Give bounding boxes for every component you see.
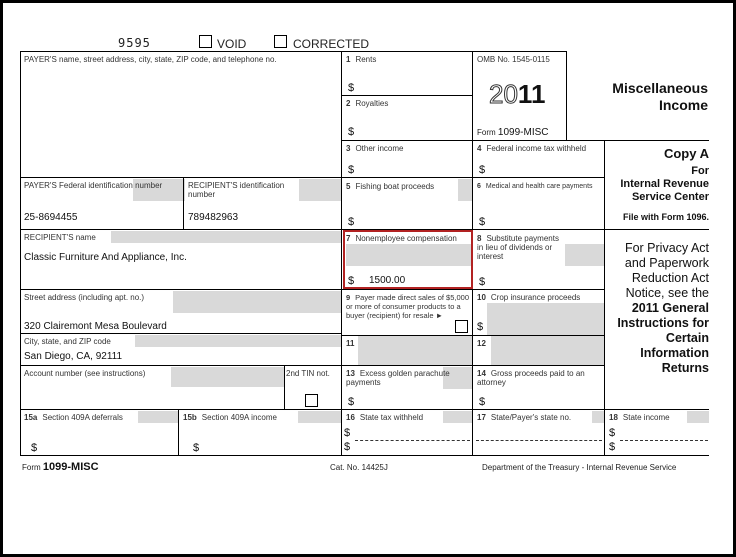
form-title-line2: Income — [658, 97, 708, 113]
b14-label: 14 Gross proceeds paid to an attorney — [477, 369, 585, 387]
b2-dollar: $ — [348, 126, 355, 138]
payer-name-label: PAYER'S name, street address, city, state, ZIP code, and telephone no. — [24, 55, 277, 64]
b10-label: 10 Crop insurance proceeds — [477, 293, 581, 302]
b6-dollar: $ — [479, 216, 486, 228]
shade-15b — [298, 411, 341, 423]
street-value[interactable]: 320 Clairemont Mesa Boulevard — [24, 321, 167, 332]
b6-label: 6 Medical and health care payments — [477, 183, 593, 190]
street-label: Street address (including apt. no.) — [24, 293, 145, 302]
shade-b16 — [443, 411, 472, 423]
file-with: File with Form 1096. — [622, 212, 709, 222]
form-code: 9595 — [118, 36, 151, 50]
rule-mid — [341, 51, 342, 455]
b15b-dollar: $ — [193, 442, 200, 454]
b13-dollar: $ — [348, 396, 355, 408]
privacy-line-4: Notice, see the — [625, 286, 709, 300]
general-line-5: Returns — [661, 361, 709, 375]
recipient-id-value[interactable]: 789482963 — [188, 212, 239, 223]
rule-row5 — [20, 289, 604, 290]
rule-bottom — [20, 455, 709, 456]
rule-city — [20, 365, 604, 366]
recipient-name-label: RECIPIENT'S name — [24, 233, 96, 242]
rule-col4 — [604, 140, 605, 455]
rule-left — [20, 51, 21, 455]
b4-label: 4 Federal income tax withheld — [477, 144, 587, 153]
shade-b12 — [491, 336, 604, 366]
corrected-label: CORRECTED — [293, 37, 370, 51]
general-line-2: Instructions for — [617, 316, 709, 330]
copy-block — [606, 145, 709, 223]
b14-dollar: $ — [479, 396, 486, 408]
b7-dollar: $ — [348, 275, 355, 287]
shade-b11 — [358, 336, 472, 366]
privacy-line-2: and Paperwork — [624, 256, 709, 270]
recipient-name-value[interactable]: Classic Furniture And Appliance, Inc. — [24, 252, 187, 263]
copy-for: For — [691, 165, 709, 177]
rule-top — [20, 51, 567, 52]
payer-fed-id-label: PAYER'S Federal identification number — [24, 181, 163, 190]
rule-15b — [178, 409, 179, 455]
b17-dashed-line — [476, 440, 602, 441]
shade-city — [135, 335, 341, 347]
irs-line2: Service Center — [631, 191, 709, 203]
footer-cat-no: Cat. No. 14425J — [330, 463, 388, 472]
b18-label: 18 State income — [609, 413, 670, 422]
rule-b2 — [341, 140, 709, 141]
general-line-1: 2011 General — [631, 301, 709, 315]
general-line-3: Certain — [665, 331, 709, 345]
b18-dollar-2: $ — [609, 441, 616, 453]
city-value[interactable]: San Diego, CA, 92111 — [24, 351, 123, 362]
tax-year: 2011 — [489, 79, 546, 109]
shade-b10 — [487, 303, 604, 335]
rule-row3 — [20, 177, 604, 178]
form-title-line1: Miscellaneous — [612, 80, 708, 96]
void-label: VOID — [217, 37, 247, 51]
void-checkbox[interactable] — [199, 35, 212, 48]
b1-dollar: $ — [348, 82, 355, 94]
b5-dollar: $ — [348, 216, 355, 228]
shade-b8 — [565, 244, 604, 266]
rule-account — [20, 409, 709, 410]
shade-b18 — [687, 411, 709, 423]
city-label: City, state, and ZIP code — [24, 337, 111, 346]
b16-dollar-2: $ — [344, 441, 351, 453]
omb-number: OMB No. 1545-0115 — [477, 55, 550, 64]
shade-recipient-name — [111, 231, 341, 243]
b16-dollar-1: $ — [344, 427, 351, 439]
b7-label: 7 Nonemployee compensation — [346, 234, 457, 243]
b3-dollar: $ — [348, 164, 355, 176]
rule-recipient-id — [183, 177, 184, 229]
b10-dollar: $ — [477, 321, 484, 333]
copy-a: Copy A — [663, 146, 709, 161]
tin-checkbox[interactable] — [305, 394, 318, 407]
b18-dollar-1: $ — [609, 427, 616, 439]
b18-dashed-line — [620, 440, 708, 441]
general-line-4: Information — [640, 346, 709, 360]
corrected-checkbox[interactable] — [274, 35, 287, 48]
b7-value[interactable]: 1500.00 — [369, 275, 406, 286]
b15a-dollar: $ — [31, 442, 38, 454]
footer-form-name: Form 1099-MISC — [22, 461, 99, 473]
form-title — [569, 80, 708, 114]
privacy-line-1: For Privacy Act — [624, 241, 709, 255]
form-name-top: Form 1099-MISC — [477, 127, 549, 138]
b1-label: 1 Rents — [346, 55, 377, 64]
recipient-id-label: RECIPIENT'S identification number — [188, 181, 285, 199]
b12-label: 12 — [477, 339, 486, 348]
privacy-block — [606, 241, 709, 376]
shade-street — [173, 291, 341, 313]
rule-tin — [284, 365, 285, 409]
b9-checkbox[interactable] — [455, 320, 468, 333]
b3-label: 3 Other income — [346, 144, 404, 153]
b17-label: 17 State/Payer's state no. — [477, 413, 572, 422]
account-label: Account number (see instructions) — [24, 369, 146, 378]
shade-b17 — [592, 411, 604, 423]
shade-b5 — [458, 179, 472, 201]
shade-15a — [138, 411, 178, 423]
b2-label: 2 Royalties — [346, 99, 389, 108]
tin-label: 2nd TIN not. — [286, 369, 330, 378]
irs-line1: Internal Revenue — [620, 178, 709, 190]
b16-label: 16 State tax withheld — [346, 413, 424, 422]
rule-omb-right — [566, 51, 567, 140]
b16-dashed-line — [355, 440, 470, 441]
b15a-label: 15a Section 409A deferrals — [24, 413, 123, 422]
privacy-line-3: Reduction Act — [631, 271, 709, 285]
b8-label: 8 Substitute payments in lieu of dividends or interest — [477, 234, 559, 261]
b5-label: 5 Fishing boat proceeds — [346, 182, 435, 191]
shade-account — [171, 367, 284, 387]
footer-department: Department of the Treasury - Internal Revenue Service — [482, 463, 677, 472]
b8-dollar: $ — [479, 276, 486, 288]
rule-b1 — [341, 95, 473, 96]
b4-dollar: $ — [479, 164, 486, 176]
b13-label: 13 Excess golden parachute payments — [346, 369, 450, 387]
b9-label: 9 Payer made direct sales of $5,000 or more of consumer products to a buyer (recipient) for resale ► — [346, 293, 469, 320]
b11-label: 11 — [346, 339, 355, 348]
b15b-label: 15b Section 409A income — [183, 413, 277, 422]
payer-fed-id-value[interactable]: 25-8694455 — [24, 212, 78, 223]
rule-street — [20, 333, 341, 334]
